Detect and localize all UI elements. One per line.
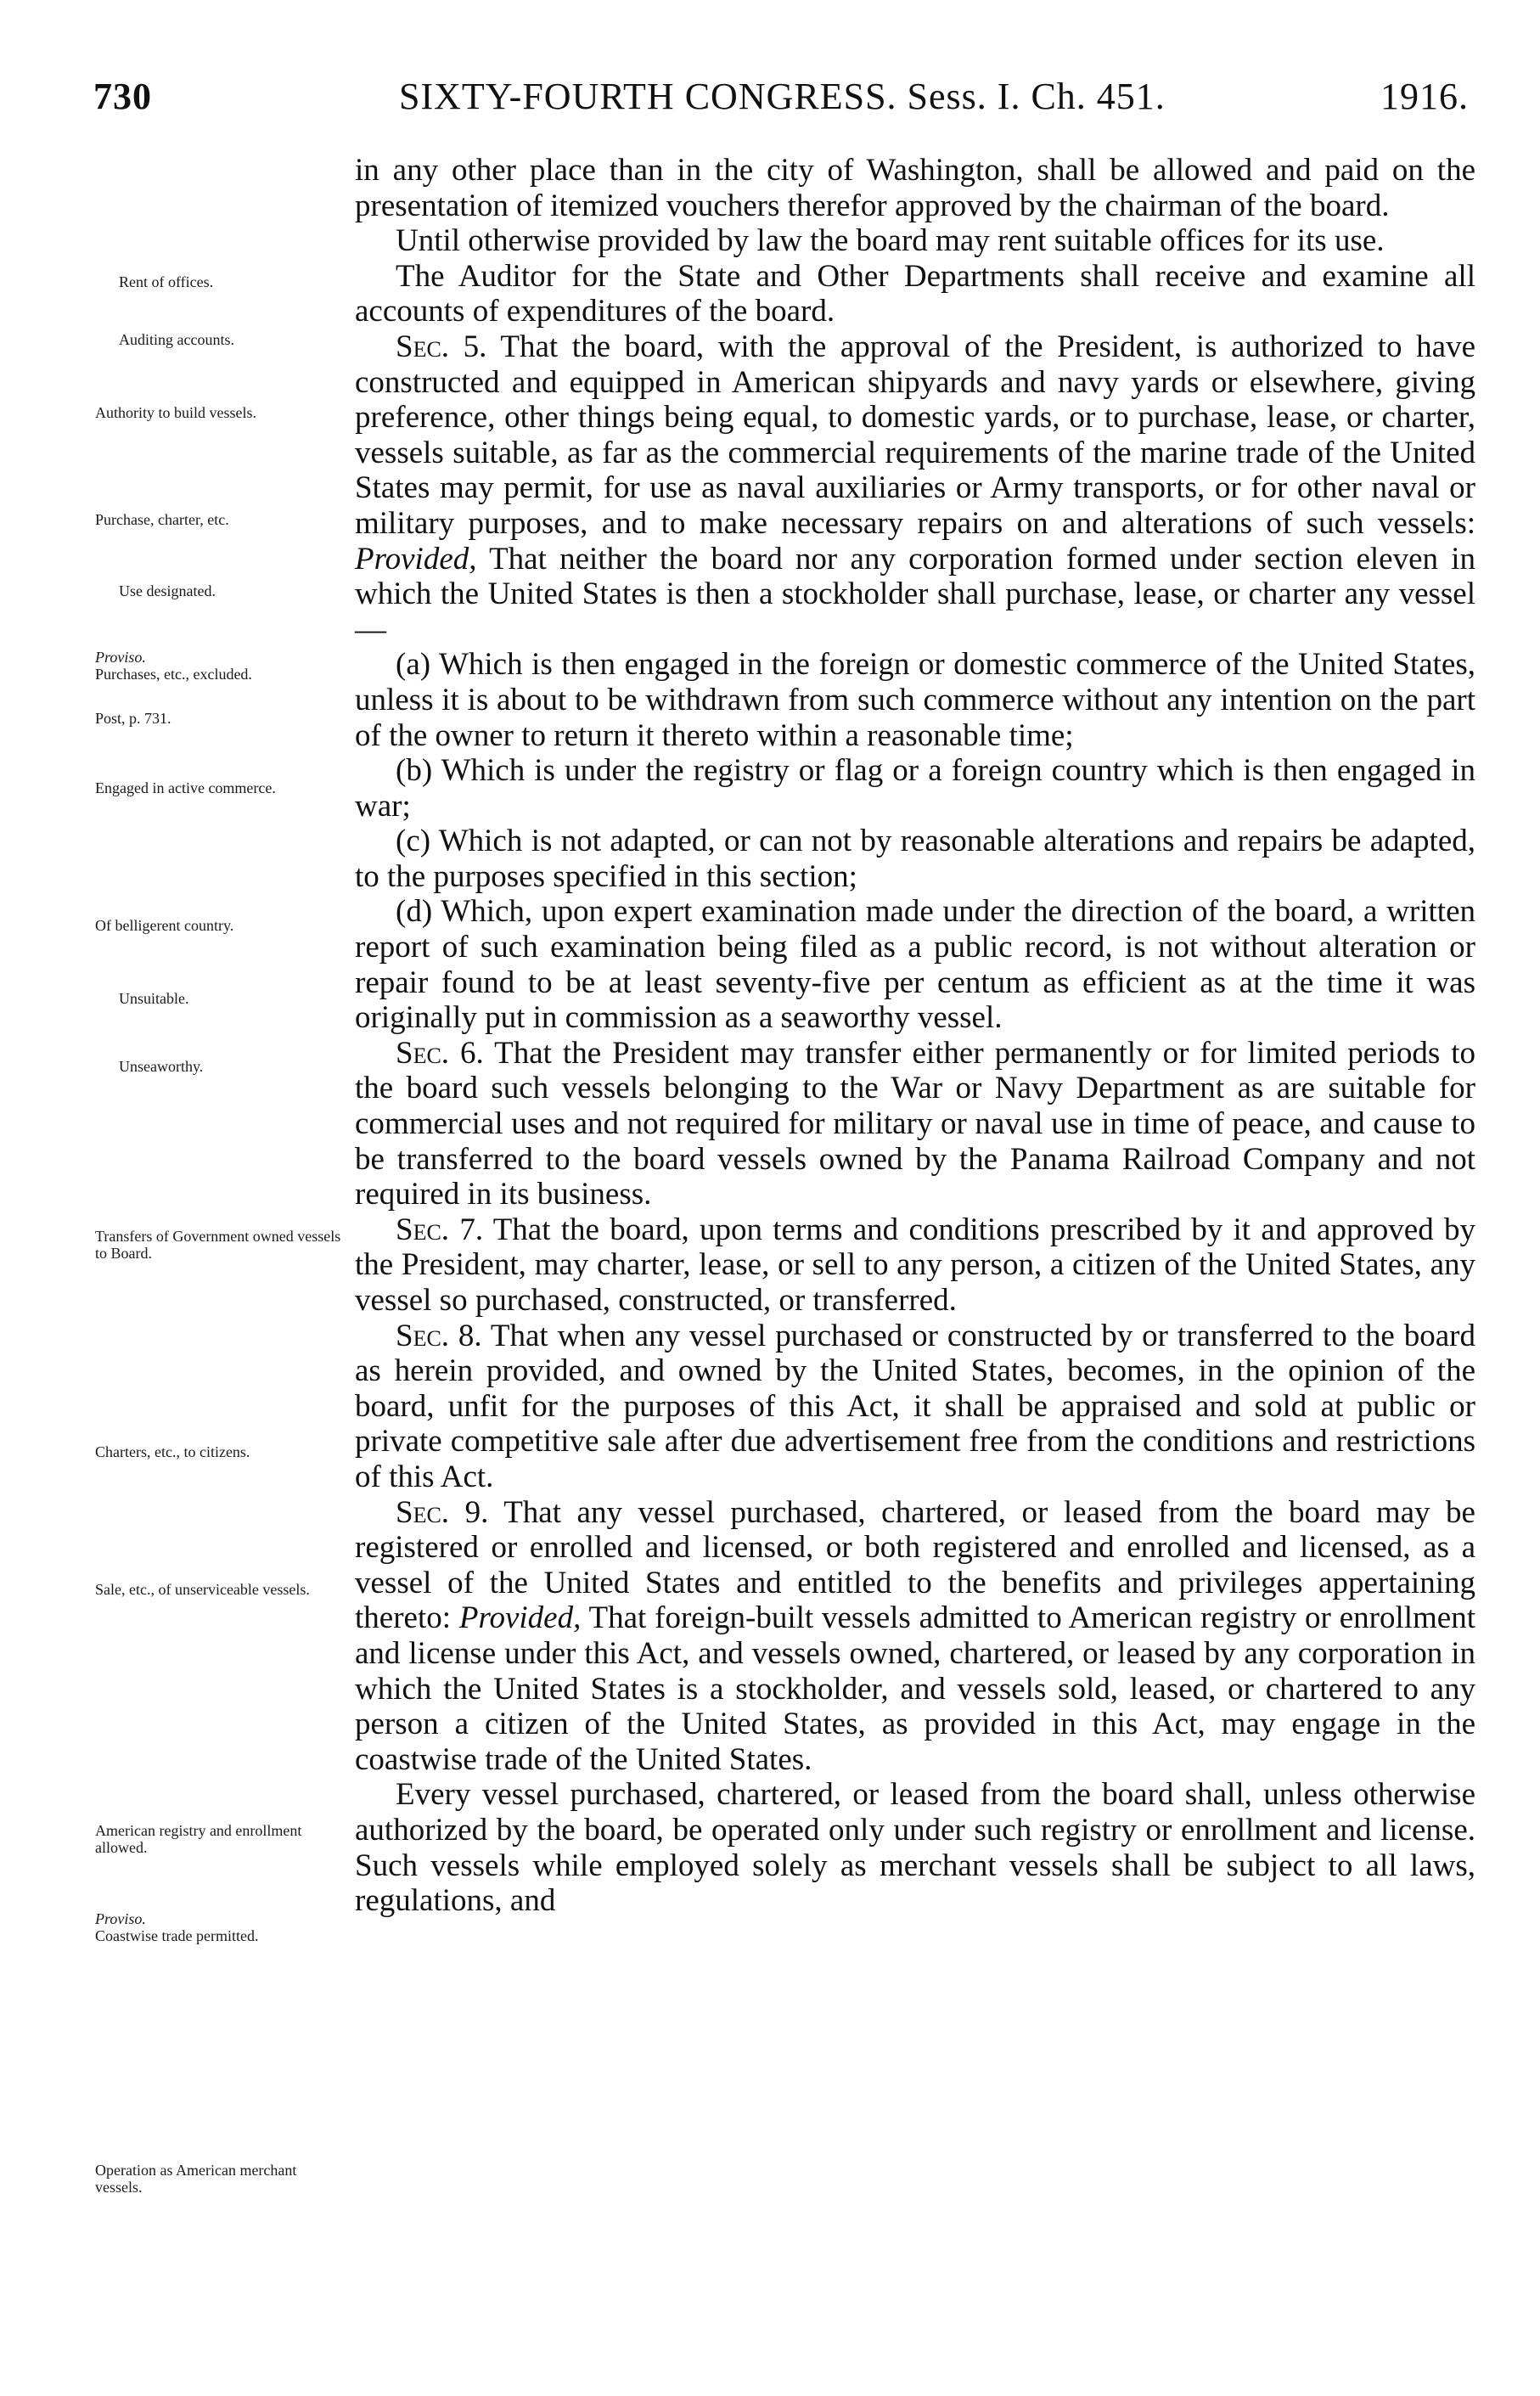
margin-notes [0, 0, 348, 2396]
margin-note: Operation as American merchant vessels. [95, 2162, 297, 2196]
margin-note: Proviso. Purchases, etc., excluded. [95, 649, 252, 683]
margin-note: American registry and enrollment allowed. [95, 1822, 302, 1856]
body-text [355, 153, 1475, 1919]
paragraph: Until otherwise provided by law the board may rent suitable offices for its use. [396, 223, 1385, 259]
paragraph: in any other place than in the city of Washington, shall be allowed and paid on the presentation of itemized vouchers therefor approved by the chairman of the board. [355, 153, 1475, 223]
margin-note: Post, p. 731. [95, 710, 171, 727]
margin-note: Authority to build vessels. [95, 404, 256, 421]
margin-note: Proviso. Coastwise trade permitted. [95, 1910, 259, 1944]
paragraph: (b) Which is under the registry or flag or a foreign country which is then engaged in war; [355, 753, 1475, 824]
paragraph: Every vessel purchased, chartered, or leased from the board shall, unless otherwise authorized by the board, be operated only under such registry or enrollment and license. Such vessels while employed solely as merchant vessels shall be subject to all laws, regulations, and [355, 1777, 1475, 1919]
year: 1916. [1380, 76, 1469, 117]
section-label: Sec. 7. [396, 1212, 484, 1247]
section-label: Sec. 6. [396, 1035, 484, 1071]
page-number: 730 [93, 76, 152, 117]
paragraph: The Auditor for the State and Other Departments shall receive and examine all accounts of expenditures of the board. [355, 258, 1475, 329]
section-7: Sec. 7. That the board, upon terms and conditions prescribed by it and approved by the President, may charter, lease, or sell to any person, a citizen of the United States, any vessel so purchased, constructed, or transferred. [355, 1212, 1475, 1318]
margin-note: Sale, etc., of unserviceable vessels. [95, 1581, 310, 1598]
paragraph: (d) Which, upon expert examination made under the direction of the board, a written report of such examination being filed as a public record, is not without alteration or repair found to be at least seventy-five per centum as efficient as at the time it was originally put in commission as a seaworthy vessel. [355, 894, 1475, 1036]
section-label: Sec. 8. [396, 1318, 482, 1353]
section-5: Sec. 5. That the board, with the approval of the President, is authorized to have constructed and equipped in American shipyards and navy yards or elsewhere, giving preference, other things being equal, to domestic yards, or to purchase, lease, or charter, vessels suitable, as far as the commercial requirements of the marine trade of the United States may permit, for use as naval auxiliaries or Army transports, or for other naval or military purposes, and to make necessary repairs on and alterations of such vessels: Provided, That neither the board nor any corporation formed under section eleven in which the United States is then a stockholder shall purchase, lease, or charter any vessel— [355, 329, 1476, 647]
margin-note: Auditing accounts. [119, 331, 234, 348]
margin-note: Unsuitable. [119, 990, 189, 1007]
paragraph: (c) Which is not adapted, or can not by reasonable alterations and repairs be adapted, to the purposes specified in this section; [355, 824, 1475, 894]
section-label: Sec. 5. [396, 329, 487, 364]
margin-note: Of belligerent country. [95, 917, 234, 934]
section-9: Sec. 9. That any vessel purchased, chartered, or leased from the board may be registered or enrolled and licensed, or both registered and enrolled and licensed, as a vessel of the United States and entitled to the benefits and privileges appertaining thereto: Provided, That foreign-built vessels admitted to American registry or enrollment and license under this Act, and vessels owned, chartered, or leased by any corporation in which the United States is a stockholder, and vessels sold, leased, or chartered to any person a citizen of the United States, as provided in this Act, may engage in the coastwise trade of the United States. [355, 1494, 1475, 1777]
section-8: Sec. 8. That when any vessel purchased or constructed by or transferred to the board as herein provided, and owned by the United States, becomes, in the opinion of the board, unfit for the purposes of this Act, it shall be appraised and sold at public or private competitive sale after due advertisement free from the conditions and restrictions of this Act. [355, 1318, 1475, 1494]
margin-note: Transfers of Government owned vessels to Board. [95, 1228, 341, 1262]
paragraph: (a) Which is then engaged in the foreign or domestic commerce of the United States, unless it is about to be withdrawn from such commerce without any intention on the part of the owner to return it thereto within a reasonable time; [355, 647, 1475, 753]
margin-note: Purchase, charter, etc. [95, 511, 229, 528]
section-6: Sec. 6. That the President may transfer either permanently or for limited periods to the board such vessels belonging to the War or Navy Department as are suitable for commercial uses and not required for military or naval use in time of peace, and cause to be transferred to the board vessels owned by the Panama Railroad Company and not required in its business. [355, 1035, 1475, 1212]
margin-note: Charters, etc., to citizens. [95, 1443, 250, 1460]
margin-note: Engaged in active commerce. [95, 779, 276, 796]
margin-note: Rent of offices. [119, 273, 214, 290]
margin-note: Use designated. [119, 582, 216, 599]
margin-note: Unseaworthy. [119, 1058, 204, 1075]
section-label: Sec. 9. [396, 1494, 489, 1530]
running-title: SIXTY-FOURTH CONGRESS. Sess. I. Ch. 451. [399, 76, 1166, 117]
